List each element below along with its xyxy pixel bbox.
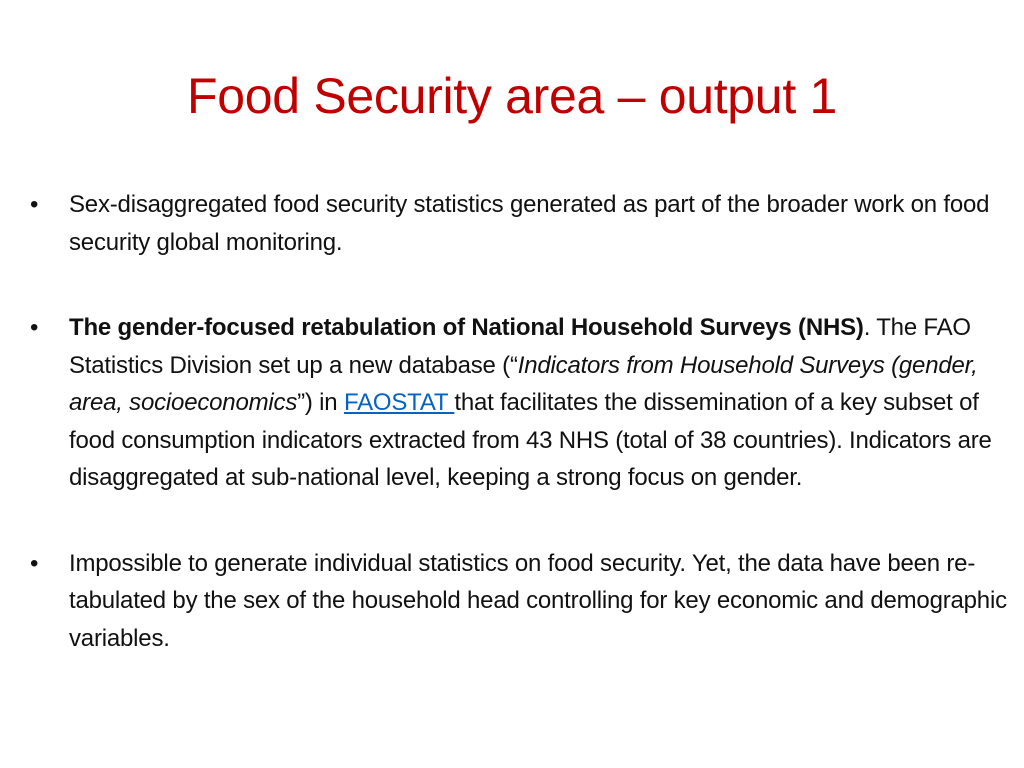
bullet-icon: • xyxy=(30,549,39,577)
bullet-text-segment: ”) in xyxy=(297,389,344,416)
bullet-icon: • xyxy=(30,191,39,218)
bullet-icon: • xyxy=(30,314,39,341)
bullet-text: Sex-disaggregated food security statistics generated as part of the broader work on food security global monitoring. xyxy=(69,191,990,256)
bullet-text-segment: that facilitates the dissemination of a key subset of food consumption indicators extracted from 43 NHS (total of 38 countries). Indicators are disaggregated at sub-national level, keeping a strong focus on gender. xyxy=(69,389,992,491)
database-name: Indicators from Household Surveys (gender, area, socioeconomics xyxy=(69,351,978,416)
bullet-item-2 xyxy=(30,309,1014,497)
bullet-item-1 xyxy=(30,186,1014,261)
bullet-text-segment: . The FAO Statistics Division set up a new database (“ xyxy=(69,314,971,379)
slide-title: Food Security area – output 1 xyxy=(186,68,838,124)
bullet-item-3 xyxy=(30,545,1014,658)
bullet-text: Impossible to generate individual statistics on food security. Yet, the data have been re-tabulated by the sex of the household head controlling for key economic and demographic variables. xyxy=(69,549,1007,652)
bullet-bold-lead: The gender-focused retabulation of National Household Surveys (NHS) xyxy=(69,314,864,341)
faostat-link[interactable]: FAOSTAT xyxy=(343,389,455,416)
bullet-list xyxy=(30,186,1014,657)
